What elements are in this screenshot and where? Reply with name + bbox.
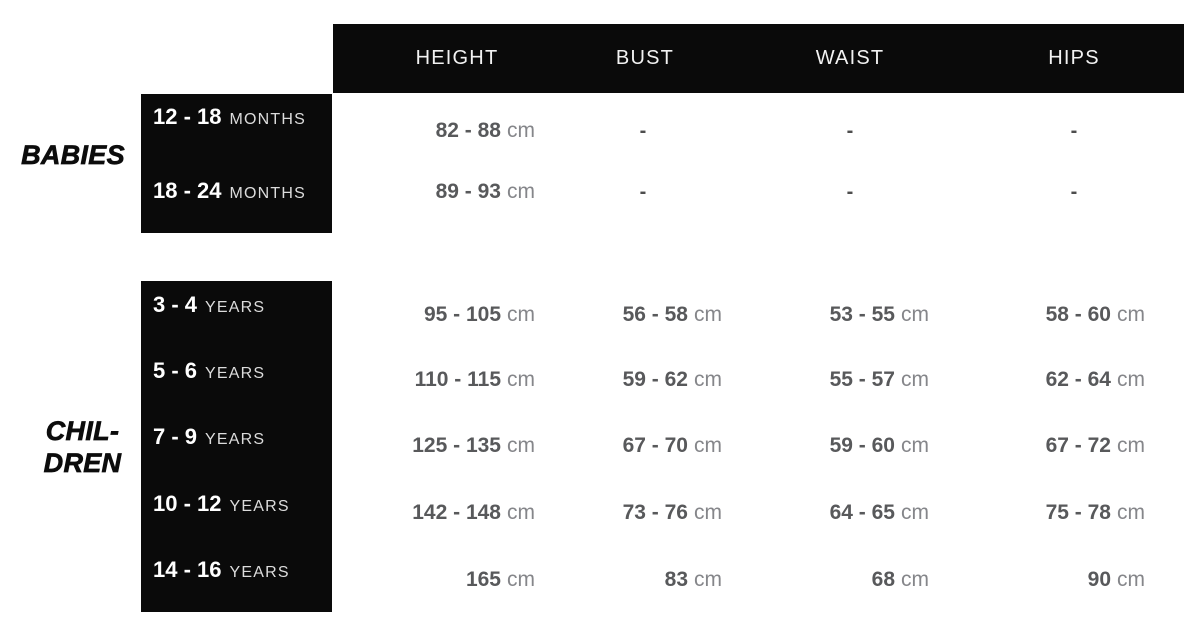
bust-value: 67 - 70 cm <box>622 434 722 457</box>
waist-value: 55 - 57 cm <box>829 368 929 391</box>
waist-value: 53 - 55 cm <box>829 303 929 326</box>
bust-value: 56 - 58 cm <box>622 303 722 326</box>
table-row <box>0 499 1200 527</box>
bust-value: 59 - 62 cm <box>622 368 722 391</box>
hips-value: 90 cm <box>1087 568 1145 591</box>
table-row <box>0 117 1200 145</box>
section-title-children-line1: CHIL- <box>45 416 120 446</box>
bust-value: 73 - 76 cm <box>622 501 722 524</box>
table-row <box>0 432 1200 460</box>
waist-value: 68 cm <box>871 568 929 591</box>
measurement-header-bar <box>333 24 1184 93</box>
age-unit: YEARS <box>205 299 266 316</box>
height-value: 125 - 135 cm <box>412 434 535 457</box>
height-value: 89 - 93 cm <box>435 180 535 203</box>
age-range: 18 - 24 <box>153 178 222 203</box>
table-row <box>0 566 1200 594</box>
table-row <box>0 178 1200 206</box>
hips-value: 62 - 64 cm <box>1045 368 1145 391</box>
age-range: 7 - 9 <box>153 424 198 449</box>
age-range: 14 - 16 <box>153 557 222 582</box>
bust-value: 83 cm <box>664 568 722 591</box>
age-unit: YEARS <box>205 365 266 382</box>
height-value: 110 - 115 cm <box>414 368 535 391</box>
column-header-waist: WAIST <box>815 47 885 69</box>
age-range: 10 - 12 <box>153 491 222 516</box>
age-range: 12 - 18 <box>153 104 222 129</box>
hips-value-empty: - <box>1070 181 1078 203</box>
column-header-hips: HIPS <box>1048 47 1100 69</box>
table-row <box>0 301 1200 329</box>
age-unit: YEARS <box>229 564 290 581</box>
column-header-height: HEIGHT <box>415 47 499 69</box>
age-range: 5 - 6 <box>153 358 198 383</box>
age-unit: MONTHS <box>229 185 307 202</box>
section-title-babies: BABIES <box>21 140 125 170</box>
bust-value-empty: - <box>639 181 647 203</box>
height-value: 95 - 105 cm <box>423 303 535 326</box>
hips-value: 58 - 60 cm <box>1045 303 1145 326</box>
section-title-children-line2: DREN <box>43 448 122 478</box>
waist-value-empty: - <box>846 120 854 142</box>
waist-value-empty: - <box>846 181 854 203</box>
age-unit: YEARS <box>205 431 266 448</box>
height-value: 82 - 88 cm <box>435 119 535 142</box>
age-unit: YEARS <box>229 498 290 515</box>
column-header-bust: BUST <box>615 47 675 69</box>
age-range: 3 - 4 <box>153 292 198 317</box>
waist-value: 59 - 60 cm <box>829 434 929 457</box>
table-row <box>0 366 1200 394</box>
hips-value: 75 - 78 cm <box>1045 501 1145 524</box>
height-value: 142 - 148 cm <box>412 501 535 524</box>
bust-value-empty: - <box>639 120 647 142</box>
waist-value: 64 - 65 cm <box>829 501 929 524</box>
height-value: 165 cm <box>465 568 535 591</box>
hips-value-empty: - <box>1070 120 1078 142</box>
age-unit: MONTHS <box>229 111 307 128</box>
hips-value: 67 - 72 cm <box>1045 434 1145 457</box>
